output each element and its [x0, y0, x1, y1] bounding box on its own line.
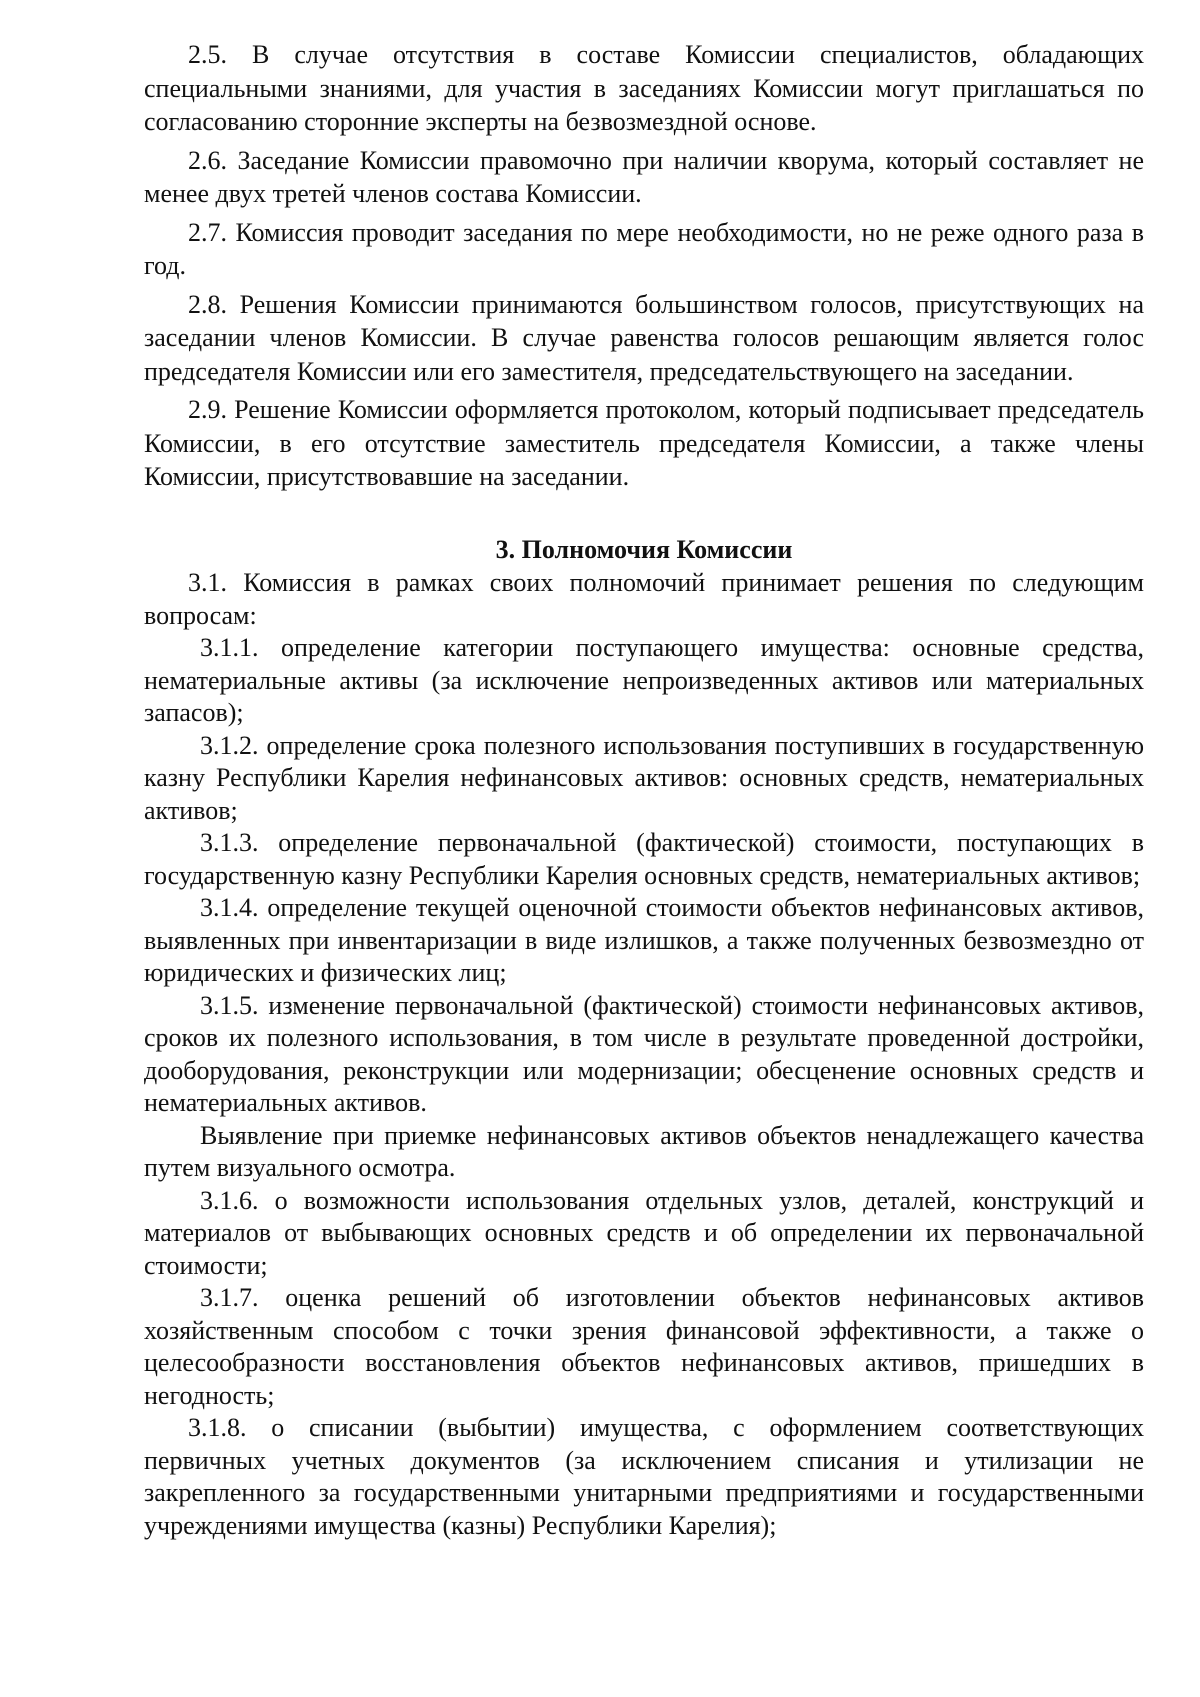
- section-spacer: [144, 499, 1144, 533]
- section-heading: 3. Полномочия Комиссии: [495, 534, 793, 564]
- paragraph-2-5: 2.5. В случае отсутствия в составе Комиссии специалистов, обладающих специальными знаниями, для участия в заседаниях Комиссии могут приглашаться по согласованию сторонние эксперты на безвозмездной основе.: [144, 40, 1144, 136]
- paragraph-3-1-5: 3.1.5. изменение первоначальной (фактической) стоимости нефинансовых активов, сроков их полезного использования, в том числе в результате проведенной достройки, дооборудования, реконструкции или модернизации; обесценение основных средств и нематериальных активов.: [144, 990, 1144, 1117]
- paragraph-3-1-6: 3.1.6. о возможности использования отдельных узлов, деталей, конструкций и материалов от выбывающих основных средств и об определении их первоначальной стоимости;: [144, 1185, 1144, 1280]
- paragraph-2-6: 2.6. Заседание Комиссии правомочно при наличии кворума, который составляет не менее двух третей членов состава Комиссии.: [144, 145, 1144, 208]
- paragraph-2-7: 2.7. Комиссия проводит заседания по мере необходимости, но не реже одного раза в год.: [144, 217, 1144, 280]
- paragraph-detection: Выявление при приемке нефинансовых активов объектов ненадлежащего качества путем визуального осмотра.: [144, 1120, 1144, 1182]
- paragraph-3-1-2: 3.1.2. определение срока полезного использования поступивших в государственную казну Республики Карелия нефинансовых активов: основных средств, нематериальных активов;: [144, 730, 1144, 825]
- paragraph-3-1-1: 3.1.1. определение категории поступающего имущества: основные средства, нематериальные активы (за исключение непроизведенных активов или материальных запасов);: [144, 633, 1144, 727]
- paragraph-3-1-8: 3.1.8. о списании (выбытии) имущества, с оформлением соответствующих первичных учетных документов (за исключением списания и утилизации не закрепленного за государственными унитарными предприятиями и государственными учреждениями имущества (казны) Республики Карелия);: [144, 1413, 1144, 1540]
- paragraph-2-8: 2.8. Решения Комиссии принимаются большинством голосов, присутствующих на заседании членов Комиссии. В случае равенства голосов решающим является голос председателя Комиссии или его заместителя, председательствующего на заседании.: [144, 289, 1144, 386]
- paragraph-3-1-4: 3.1.4. определение текущей оценочной стоимости объектов нефинансовых активов, выявленных при инвентаризации в виде излишков, а также полученных безвозмездно от юридических и физических лиц;: [144, 893, 1144, 987]
- paragraph-3-1-7: 3.1.7. оценка решений об изготовлении объектов нефинансовых активов хозяйственным способом с точки зрения финансовой эффективности, а также о целесообразности восстановления объектов нефинансовых активов, пришедших в негодность;: [144, 1283, 1144, 1410]
- paragraph-3-1-3: 3.1.3. определение первоначальной (фактической) стоимости, поступающих в государственную казну Республики Карелия основных средств, нематериальных активов;: [144, 828, 1144, 890]
- document-page: [144, 38, 1144, 1542]
- paragraph-3-1: 3.1. Комиссия в рамках своих полномочий принимает решения по следующим вопросам:: [144, 568, 1144, 630]
- paragraph-2-9: 2.9. Решение Комиссии оформляется протоколом, который подписывает председатель Комиссии, в его отсутствие заместитель председателя Комиссии, а также члены Комиссии, присутствовавшие на заседании.: [144, 395, 1144, 491]
